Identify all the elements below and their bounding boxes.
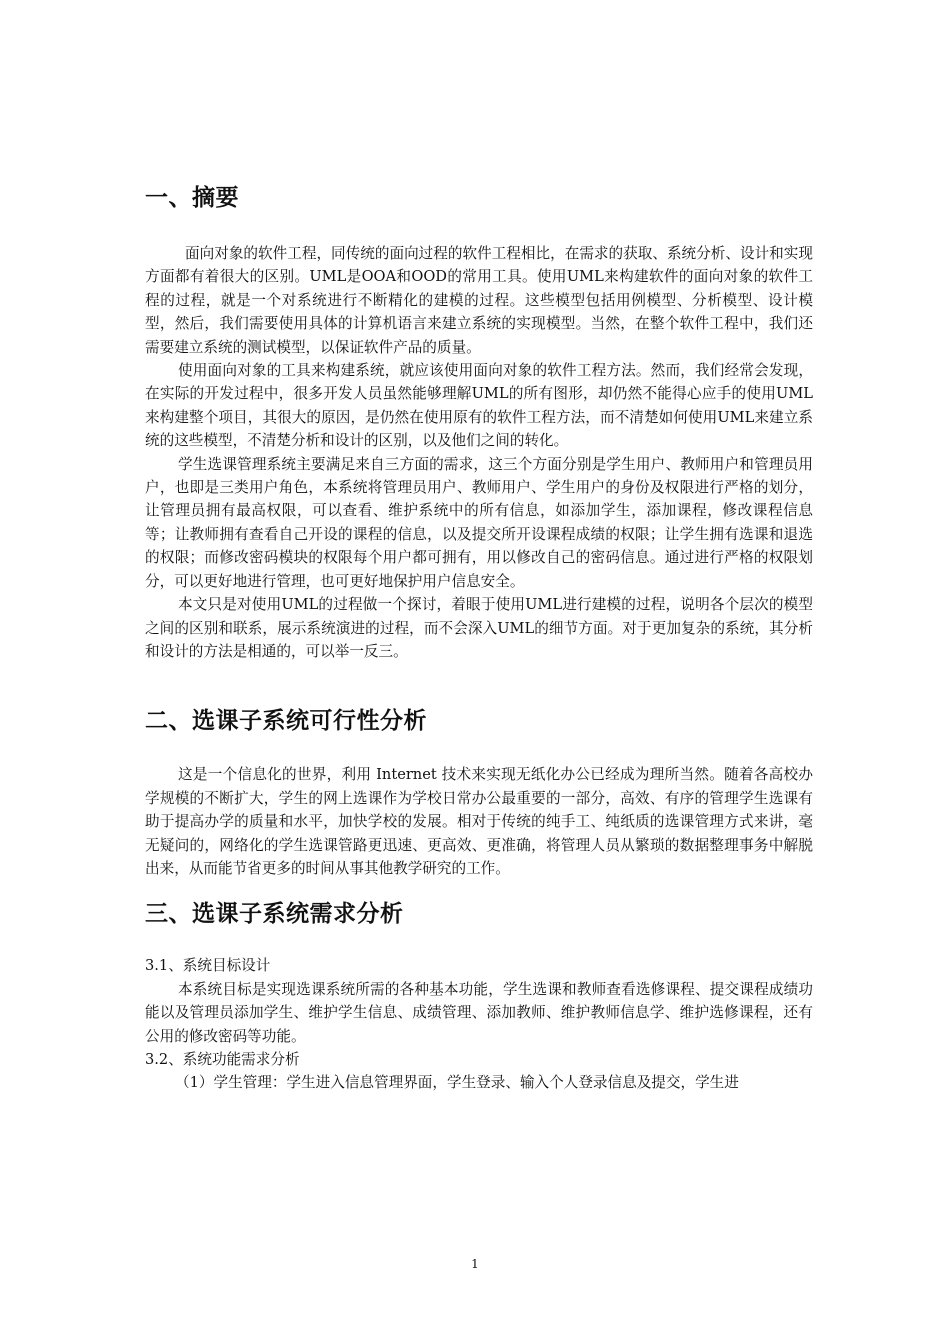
section-heading-feasibility: 二、选课子系统可行性分析 bbox=[145, 708, 427, 735]
subsection-3-2-item-1: （1）学生管理：学生进入信息管理界面，学生登录、输入个人登录信息及提交，学生进 bbox=[175, 1074, 739, 1092]
section-heading-requirements: 三、选课子系统需求分析 bbox=[145, 901, 404, 928]
section-heading-abstract: 一、摘要 bbox=[145, 185, 239, 211]
subsection-title-3-1: 3.1、系统目标设计 bbox=[145, 957, 271, 975]
feasibility-paragraph: 这是一个信息化的世界，利用 Internet 技术来实现无纸化办公已经成为理所当然。随着各高校办学规模的不断扩大，学生的网上选课作为学校日常办公最重要的一部分，高效、有序的管理学生选课有助于提高办学的质量和水平，加快学校的发展。相对于传统的纯手工、纯纸质的选课管理方式来讲，毫无疑问的，网络化的学生选课管路更迅速、更高效、更准确，将管理人员从繁琐的数据整理事务中解脱出来，从而能节省更多的时间从事其他教学研究的工作。 bbox=[145, 766, 813, 877]
abstract-paragraph-2: 使用面向对象的工具来构建系统，就应该使用面向对象的软件工程方法。然而，我们经常会发现，在实际的开发过程中，很多开发人员虽然能够理解UML的所有图形，却仍然不能得心应手的使用UML来构建整个项目，其很大的原因，是仍然在使用原有的软件工程方法，而不清楚如何使用UML来建立系统的这些模型，不清楚分析和设计的区别，以及他们之间的转化。 bbox=[145, 362, 813, 450]
abstract-paragraph-3: 学生选课管理系统主要满足来自三方面的需求，这三个方面分别是学生用户、教师用户和管理员用户，也即是三类用户角色，本系统将管理员用户、教师用户、学生用户的身份及权限进行严格的划分，让管理员拥有最高权限，可以查看、维护系统中的所有信息，如添加学生，添加课程，修改课程信息等；让教师拥有查看自己开设的课程的信息，以及提交所开设课程成绩的权限；让学生拥有选课和退选的权限；而修改密码模块的权限每个用户都可拥有，用以修改自己的密码信息。通过进行严格的权限划分，可以更好地进行管理，也可更好地保护用户信息安全。 bbox=[145, 455, 813, 590]
subsection-title-3-2: 3.2、系统功能需求分析 bbox=[145, 1050, 300, 1068]
page-number: 1 bbox=[471, 1257, 479, 1271]
abstract-paragraph-4: 本文只是对使用UML的过程做一个探讨，着眼于使用UML进行建模的过程，说明各个层次的模型之间的区别和联系，展示系统演进的过程，而不会深入UML的细节方面。对于更加复杂的系统，其分析和设计的方法是相通的，可以举一反三。 bbox=[145, 596, 813, 660]
document-body bbox=[145, 178, 813, 1095]
subsection-3-1-paragraph: 本系统目标是实现选课系统所需的各种基本功能，学生选课和教师查看选修课程、提交课程成绩功能以及管理员添加学生、维护学生信息、成绩管理、添加教师、维护教师信息学、维护选修课程，还有公用的修改密码等功能。 bbox=[145, 980, 813, 1045]
abstract-paragraph-1: 面向对象的软件工程，同传统的面向过程的软件工程相比，在需求的获取、系统分析、设计和实现方面都有着很大的区别。UML是OOA和OOD的常用工具。使用UML来构建软件的面向对象的软件工程的过程，就是一个对系统进行不断精化的建模的过程。这些模型包括用例模型、分析模型、设计模型，然后，我们需要使用具体的计算机语言来建立系统的实现模型。当然，在整个软件工程中，我们还需要建立系统的测试模型，以保证软件产品的质量。 bbox=[145, 245, 813, 356]
